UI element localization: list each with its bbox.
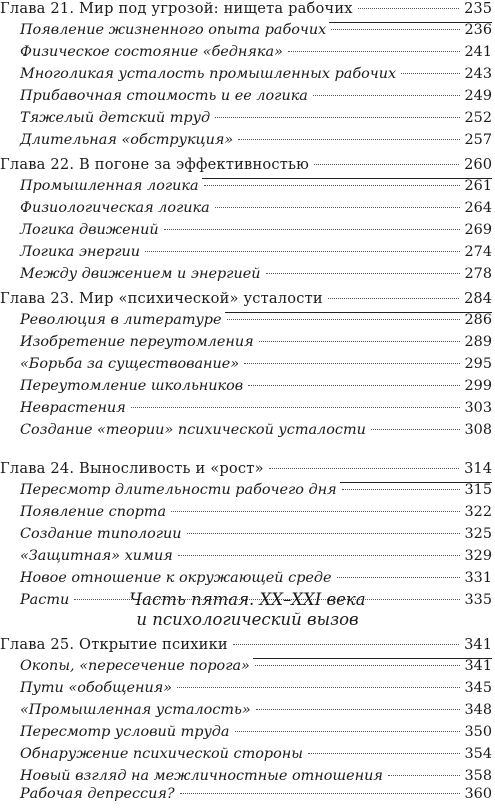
item-title: Пересмотр условий труда bbox=[0, 724, 233, 740]
item-title: Физическое состояние «бедняка» bbox=[0, 44, 286, 60]
dot-leader bbox=[255, 665, 460, 666]
dot-leader bbox=[256, 709, 460, 710]
item-title: «Промышленная усталость» bbox=[0, 702, 254, 718]
item-title: Окопы, «пересечение порога» bbox=[0, 658, 253, 674]
toc-item[interactable] bbox=[0, 570, 492, 592]
item-title: Тяжелый детский труд bbox=[0, 110, 213, 126]
dot-leader bbox=[145, 251, 459, 252]
toc-item[interactable] bbox=[0, 110, 492, 132]
page-number: 341 bbox=[464, 636, 492, 653]
dot-leader bbox=[177, 687, 459, 688]
item-title: Создание «теории» психической усталости bbox=[0, 422, 369, 438]
page-number: 269 bbox=[464, 222, 492, 238]
dot-leader bbox=[266, 273, 460, 274]
page-number: 264 bbox=[464, 200, 492, 216]
page-number: 236 bbox=[464, 22, 492, 38]
dot-leader bbox=[401, 73, 459, 74]
toc-item[interactable] bbox=[0, 658, 492, 680]
toc-item[interactable] bbox=[0, 526, 492, 548]
toc-item[interactable] bbox=[0, 44, 492, 66]
toc-item[interactable] bbox=[0, 88, 492, 110]
dot-leader bbox=[388, 775, 460, 776]
dot-leader bbox=[180, 793, 460, 794]
page-number: 350 bbox=[464, 724, 492, 740]
page-number: 341 bbox=[464, 658, 492, 674]
dot-leader bbox=[331, 29, 459, 30]
toc-item[interactable] bbox=[0, 786, 492, 808]
toc-item[interactable] bbox=[0, 378, 492, 400]
item-title: Логика энергии bbox=[0, 244, 143, 260]
toc-item[interactable] bbox=[0, 222, 492, 244]
dot-leader bbox=[178, 555, 460, 556]
item-title: Пути «обобщения» bbox=[0, 680, 175, 696]
item-title: Многоликая усталость промышленных рабочих bbox=[0, 66, 399, 82]
dot-leader bbox=[164, 229, 460, 230]
toc-item[interactable] bbox=[0, 66, 492, 88]
page-number: 286 bbox=[464, 312, 492, 328]
item-title: «Борьба за существование» bbox=[0, 356, 242, 372]
toc-item[interactable] bbox=[0, 178, 492, 200]
page-number: 252 bbox=[464, 110, 492, 126]
page-number: 261 bbox=[464, 178, 492, 194]
dot-leader bbox=[313, 95, 460, 96]
toc-item[interactable] bbox=[0, 680, 492, 702]
chapter-title: Глава 23. Мир «психической» усталости bbox=[0, 290, 326, 307]
item-title: Революция в литературе bbox=[0, 312, 225, 328]
item-title: Логика движений bbox=[0, 222, 162, 238]
page-number: 257 bbox=[464, 132, 492, 148]
dot-leader bbox=[215, 207, 460, 208]
item-title: Появление спорта bbox=[0, 504, 169, 520]
dot-leader bbox=[235, 731, 460, 732]
page-number: 322 bbox=[464, 504, 492, 520]
chapter-title: Глава 25. Открытие психики bbox=[0, 636, 231, 653]
page-number: 243 bbox=[464, 66, 492, 82]
page-number: 329 bbox=[464, 548, 492, 564]
item-title: «Защитная» химия bbox=[0, 548, 176, 564]
item-title: Физиологическая логика bbox=[0, 200, 213, 216]
page-number: 295 bbox=[464, 356, 492, 372]
item-title: Расти bbox=[0, 592, 72, 608]
toc-item[interactable] bbox=[0, 746, 492, 768]
toc-item[interactable] bbox=[0, 200, 492, 222]
dot-leader bbox=[233, 644, 459, 645]
dot-leader bbox=[337, 577, 460, 578]
page-number: 284 bbox=[464, 290, 492, 307]
page-number: 249 bbox=[464, 88, 492, 104]
toc-item[interactable] bbox=[0, 334, 492, 356]
dot-leader bbox=[204, 185, 460, 186]
toc-item[interactable] bbox=[0, 400, 492, 422]
dot-leader bbox=[269, 468, 459, 469]
page-number: 315 bbox=[464, 482, 492, 498]
item-title: Переутомление школьников bbox=[0, 378, 246, 394]
dot-leader bbox=[244, 363, 459, 364]
toc-item[interactable] bbox=[0, 356, 492, 378]
item-title: Новое отношение к окружающей среде bbox=[0, 570, 335, 586]
page-number: 299 bbox=[464, 378, 492, 394]
page-number: 278 bbox=[464, 266, 492, 282]
page-number: 274 bbox=[464, 244, 492, 260]
item-title: Неврастения bbox=[0, 400, 129, 416]
item-title: Промышленная логика bbox=[0, 178, 202, 194]
page-number: 314 bbox=[464, 460, 492, 477]
page-number: 358 bbox=[464, 768, 492, 784]
page-number: 303 bbox=[464, 400, 492, 416]
toc-item[interactable] bbox=[0, 312, 492, 334]
toc-item[interactable] bbox=[0, 504, 492, 526]
item-title: Обнаружение психической стороны bbox=[0, 746, 306, 762]
toc-item[interactable] bbox=[0, 266, 492, 288]
item-title: Появление жизненного опыта рабочих bbox=[0, 22, 329, 38]
part-heading bbox=[0, 590, 495, 630]
dot-leader bbox=[308, 753, 460, 754]
page-number: 335 bbox=[464, 592, 492, 608]
page-number: 354 bbox=[464, 746, 492, 762]
page-number: 260 bbox=[464, 156, 492, 173]
chapter-title: Глава 21. Мир под угрозой: нищета рабочих bbox=[0, 0, 356, 17]
item-title: Длительная «обструкция» bbox=[0, 132, 236, 148]
chapter-24-entry[interactable] bbox=[0, 460, 492, 482]
toc-item[interactable] bbox=[0, 22, 492, 44]
part-title-line2: и психологический вызов bbox=[136, 610, 359, 629]
chapter-25-entry[interactable] bbox=[0, 636, 492, 658]
toc-item[interactable] bbox=[0, 702, 492, 724]
item-title: Пересмотр длительности рабочего дня bbox=[0, 482, 340, 498]
item-title: Изобретение переутомления bbox=[0, 334, 257, 350]
page-number: 289 bbox=[464, 334, 492, 350]
item-title: Создание типологии bbox=[0, 526, 185, 542]
item-title: Между движением и энергией bbox=[0, 266, 264, 282]
dot-leader bbox=[227, 319, 460, 320]
page-number: 345 bbox=[464, 680, 492, 696]
dot-leader bbox=[238, 139, 459, 140]
dot-leader bbox=[288, 51, 460, 52]
page-number: 325 bbox=[464, 526, 492, 542]
chapter-title: Глава 22. В погоне за эффективностью bbox=[0, 156, 312, 173]
page-number: 360 bbox=[464, 786, 492, 802]
page-number: 348 bbox=[464, 702, 492, 718]
page-number: 235 bbox=[464, 0, 492, 17]
toc-item[interactable] bbox=[0, 132, 492, 154]
dot-leader bbox=[215, 117, 459, 118]
toc-item[interactable] bbox=[0, 244, 492, 266]
dot-leader bbox=[259, 341, 460, 342]
chapter-22-entry[interactable] bbox=[0, 156, 492, 178]
item-title: Прибавочная стоимость и ее логика bbox=[0, 88, 311, 104]
dot-leader bbox=[187, 533, 460, 534]
part-title-line1: Часть пятая. XX–XXI века bbox=[129, 590, 366, 609]
page-number: 331 bbox=[464, 570, 492, 586]
page-number: 241 bbox=[464, 44, 492, 60]
dot-leader bbox=[328, 298, 459, 299]
dot-leader bbox=[131, 407, 460, 408]
toc-item[interactable] bbox=[0, 482, 492, 504]
chapter-23-entry[interactable] bbox=[0, 290, 492, 312]
dot-leader bbox=[171, 511, 459, 512]
item-title: Новый взгляд на межличностные отношения bbox=[0, 768, 386, 784]
toc-item[interactable] bbox=[0, 548, 492, 570]
toc-item[interactable] bbox=[0, 724, 492, 746]
dot-leader bbox=[371, 429, 460, 430]
page-number: 308 bbox=[464, 422, 492, 438]
toc-item[interactable] bbox=[0, 422, 492, 444]
dot-leader bbox=[314, 164, 459, 165]
chapter-21-entry[interactable] bbox=[0, 0, 492, 22]
item-title: Рабочая депрессия? bbox=[0, 786, 178, 802]
chapter-title: Глава 24. Выносливость и «рост» bbox=[0, 460, 267, 477]
dot-leader bbox=[358, 8, 459, 9]
dot-leader bbox=[248, 385, 459, 386]
dot-leader bbox=[342, 489, 460, 490]
